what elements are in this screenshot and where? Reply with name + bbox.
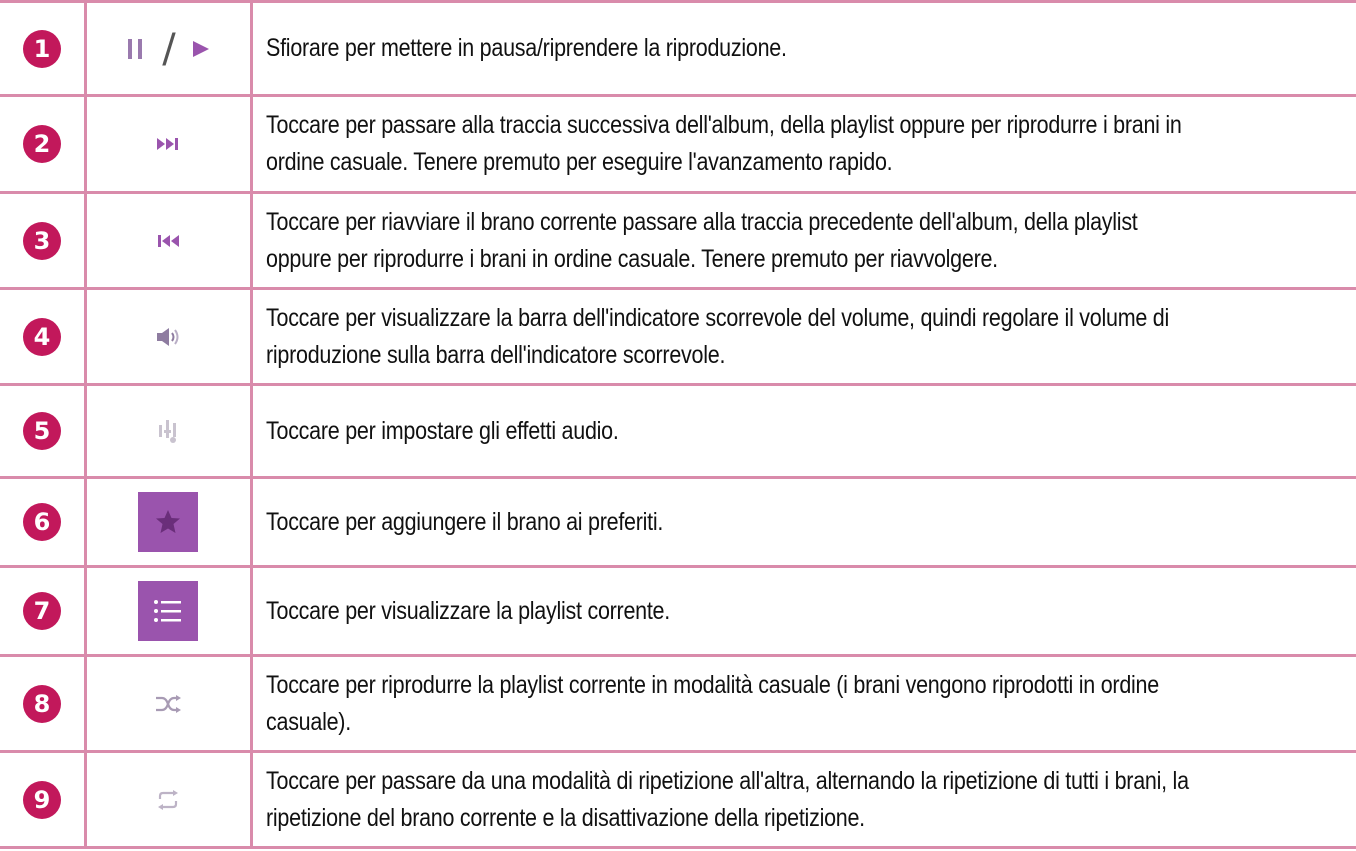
number-badge: 7 <box>23 592 61 630</box>
slash-separator: / <box>162 25 176 72</box>
audio-effects-icon <box>155 417 181 445</box>
description-text: Toccare per riavviare il brano corrente passare alla traccia precedente dell'album, della playlist oppure per riprodurre i brani in ordine casuale. Tenere premuto per riavvolgere. <box>266 207 1138 273</box>
description-text: Toccare per passare alla traccia successiva dell'album, della playlist oppure per riprodurre i brani in ordine casuale. Tenere premuto per eseguire l'avanzamento rapido. <box>266 111 1182 176</box>
column-divider <box>250 97 253 191</box>
table-row <box>0 753 1356 849</box>
description-cell <box>266 290 1346 383</box>
number-cell <box>0 194 84 287</box>
icon-cell <box>86 753 250 846</box>
table-row <box>0 97 1356 194</box>
description-text: Toccare per riprodurre la playlist corrente in modalità casuale (i brani vengono riprodotti in ordine casuale). <box>266 670 1159 736</box>
column-divider <box>250 479 253 565</box>
playlist-icon <box>138 581 198 641</box>
column-divider <box>250 3 253 94</box>
icon-cell <box>86 657 250 750</box>
number-cell <box>0 290 84 383</box>
pause-icon <box>124 36 148 62</box>
shuffle-icon <box>154 693 182 715</box>
column-divider <box>250 753 253 846</box>
description-text: Toccare per visualizzare la playlist corrente. <box>266 596 670 625</box>
description-cell <box>266 194 1346 287</box>
description-cell <box>266 479 1346 565</box>
number-badge: 5 <box>23 412 61 450</box>
column-divider <box>250 657 253 750</box>
icon-cell <box>86 386 250 476</box>
description-cell <box>266 3 1346 94</box>
number-cell <box>0 386 84 476</box>
repeat-icon <box>155 788 181 812</box>
number-cell <box>0 3 84 94</box>
pause-play-icon <box>124 25 211 72</box>
table-row <box>0 479 1356 568</box>
number-badge: 3 <box>23 222 61 260</box>
number-cell <box>0 97 84 191</box>
number-badge: 1 <box>23 30 61 68</box>
number-badge: 9 <box>23 781 61 819</box>
play-icon <box>190 37 212 61</box>
icon-cell <box>86 194 250 287</box>
number-badge: 8 <box>23 685 61 723</box>
column-divider <box>250 290 253 383</box>
table-row <box>0 657 1356 753</box>
table-row <box>0 568 1356 657</box>
number-cell <box>0 753 84 846</box>
column-divider <box>250 194 253 287</box>
number-cell <box>0 657 84 750</box>
description-cell <box>266 97 1346 191</box>
icon-cell <box>86 479 250 565</box>
description-cell <box>266 657 1346 750</box>
description-text: Toccare per impostare gli effetti audio. <box>266 416 619 445</box>
number-cell <box>0 479 84 565</box>
table-row <box>0 386 1356 479</box>
icon-cell <box>86 97 250 191</box>
list-icon <box>151 596 185 626</box>
column-divider <box>250 568 253 654</box>
number-badge: 4 <box>23 318 61 356</box>
number-badge: 2 <box>23 125 61 163</box>
description-text: Sfiorare per mettere in pausa/riprendere la riproduzione. <box>266 34 787 62</box>
favorite-star-icon <box>138 492 198 552</box>
table-row <box>0 290 1356 386</box>
volume-icon <box>155 326 181 348</box>
description-text: Toccare per passare da una modalità di ripetizione all'altra, alternando la ripetizione di tutti i brani, la ripetizione del brano corrente e la disattivazione della ripetizione. <box>266 766 1189 832</box>
star-icon <box>153 507 183 537</box>
description-cell <box>266 386 1346 476</box>
description-cell <box>266 568 1346 654</box>
description-text: Toccare per visualizzare la barra dell'indicatore scorrevole del volume, quindi regolare il volume di riproduzione sulla barra dell'indicatore scorrevole. <box>266 303 1169 369</box>
number-cell <box>0 568 84 654</box>
table-row <box>0 0 1356 97</box>
number-badge: 6 <box>23 503 61 541</box>
description-cell <box>266 753 1346 846</box>
next-track-icon <box>155 134 181 154</box>
description-text: Toccare per aggiungere il brano ai preferiti. <box>266 507 664 536</box>
column-divider <box>250 386 253 476</box>
table-row <box>0 194 1356 290</box>
icon-cell <box>86 568 250 654</box>
icon-cell <box>86 290 250 383</box>
previous-track-icon <box>155 231 181 251</box>
icon-cell <box>86 3 250 94</box>
